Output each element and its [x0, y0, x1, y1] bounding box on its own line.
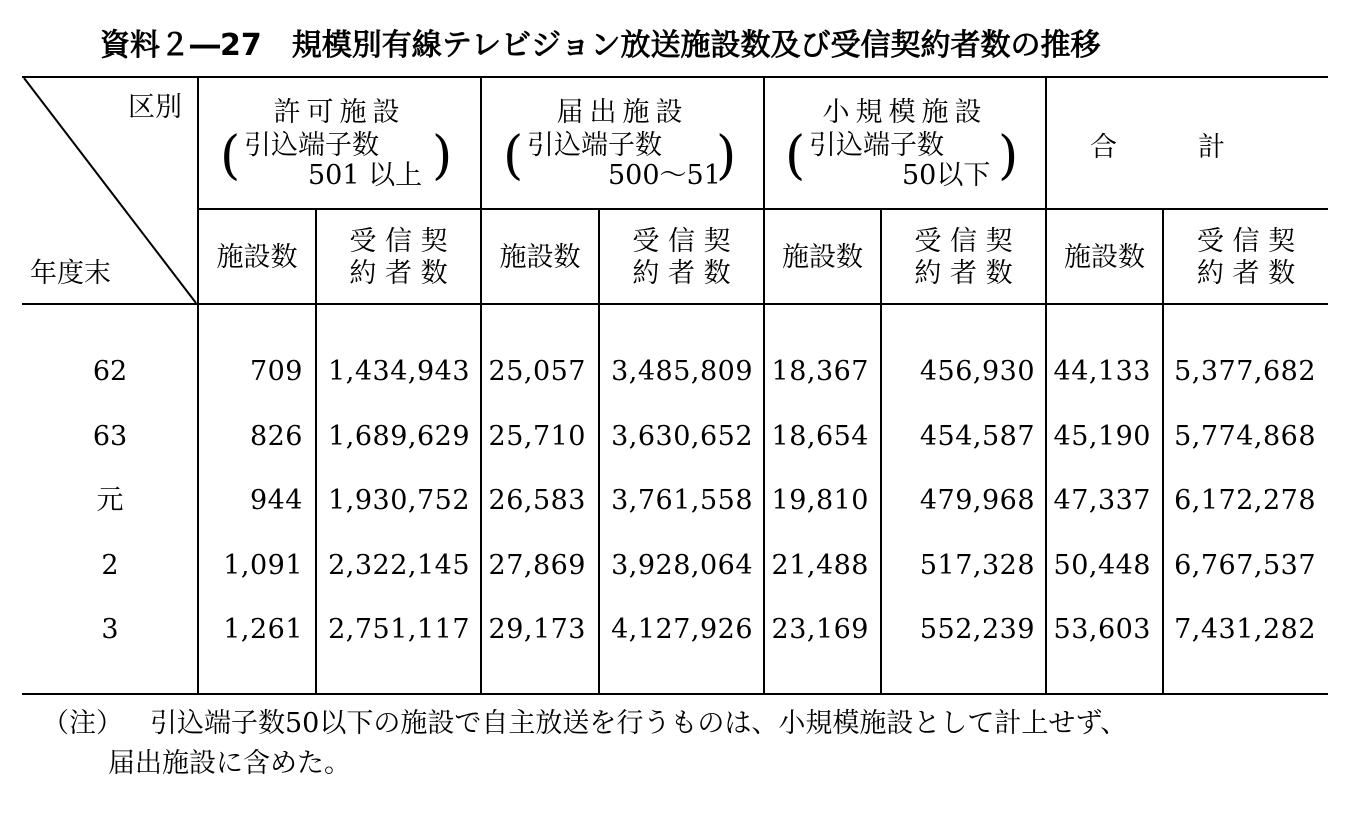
col-header-facilities-4: 施設数: [1064, 242, 1145, 273]
cell-small-facilities: 18,367: [771, 356, 869, 387]
col-header-facilities-1: 施設数: [216, 242, 298, 273]
cell-notified-subscribers: 3,485,809: [611, 356, 753, 387]
table-top-rule: [22, 76, 1328, 78]
cell-notified-facilities: 25,057: [488, 356, 586, 387]
cell-notified-subscribers: 3,630,652: [611, 421, 753, 452]
cell-total-subscribers: 6,767,537: [1174, 550, 1316, 581]
cell-licensed-subscribers: 2,751,117: [328, 614, 470, 645]
cell-licensed-facilities: 709: [249, 356, 303, 387]
cell-total-facilities: 45,190: [1053, 421, 1151, 452]
col-header-subscribers-2a: 受 信 契: [632, 226, 731, 257]
category-label: 区別: [128, 92, 182, 123]
paren-open-2: (: [503, 126, 524, 186]
cell-small-subscribers: 456,930: [919, 356, 1035, 387]
paren-open-3: (: [785, 126, 806, 186]
row-year: 3: [101, 614, 119, 645]
cell-total-facilities: 44,133: [1053, 356, 1151, 387]
cell-small-facilities: 21,488: [771, 550, 869, 581]
col-header-subscribers-4b: 約 者 数: [1196, 258, 1296, 289]
group-sub-licensed: 引込端子数: [244, 130, 379, 161]
col-header-facilities-2: 施設数: [499, 242, 581, 273]
row-year: 63: [92, 421, 128, 452]
cell-licensed-facilities: 1,091: [223, 550, 303, 581]
cell-notified-subscribers: 3,928,064: [611, 550, 753, 581]
group-header-total: 合 計: [1090, 132, 1225, 163]
col-header-subscribers-4a: 受 信 契: [1196, 226, 1296, 257]
cell-licensed-subscribers: 1,434,943: [328, 356, 470, 387]
paren-close-2: ): [716, 126, 737, 186]
cell-notified-facilities: 26,583: [488, 485, 586, 516]
col-header-subscribers-2b: 約 者 数: [632, 258, 731, 289]
group-header-notified: 届出施設: [556, 97, 689, 128]
table-bottom-rule: [22, 693, 1328, 695]
cell-licensed-facilities: 826: [249, 421, 303, 452]
cell-small-subscribers: 454,587: [919, 421, 1035, 452]
cell-licensed-subscribers: 1,930,752: [328, 485, 470, 516]
cell-licensed-facilities: 1,261: [223, 614, 303, 645]
header-bottom-rule: [22, 303, 1328, 305]
cell-small-subscribers: 479,968: [919, 485, 1035, 516]
cell-licensed-subscribers: 1,689,629: [328, 421, 470, 452]
col-header-subscribers-1a: 受 信 契: [349, 226, 448, 257]
cell-total-subscribers: 6,172,278: [1174, 485, 1316, 516]
group-sub-small: 引込端子数: [809, 130, 944, 161]
footnote-label: （注）: [42, 708, 123, 739]
group-header-licensed: 許可施設: [273, 97, 406, 128]
cell-small-subscribers: 517,328: [919, 550, 1035, 581]
cell-licensed-subscribers: 2,322,145: [328, 550, 470, 581]
group-range-licensed: 501 以上: [308, 160, 423, 191]
cell-licensed-facilities: 944: [249, 485, 303, 516]
paren-open-1: (: [220, 126, 241, 186]
cell-total-facilities: 47,337: [1053, 485, 1151, 516]
cell-total-facilities: 50,448: [1053, 550, 1151, 581]
cell-notified-subscribers: 3,761,558: [611, 485, 753, 516]
cell-small-facilities: 18,654: [771, 421, 869, 452]
col-header-subscribers-1b: 約 者 数: [349, 258, 448, 289]
cell-notified-facilities: 25,710: [488, 421, 586, 452]
page-title: 資料２―27 規模別有線テレビジョン放送施設数及び受信契約者数の推移: [100, 28, 1101, 63]
paren-close-1: ): [432, 126, 453, 186]
paren-close-3: ): [998, 126, 1019, 186]
cell-total-facilities: 53,603: [1053, 614, 1151, 645]
cell-notified-facilities: 27,869: [488, 550, 586, 581]
group-range-small: 50以下: [902, 160, 991, 191]
col-header-subscribers-3a: 受 信 契: [914, 226, 1013, 257]
footnote-line-1: 引込端子数50以下の施設で自主放送を行うものは、小規模施設として計上せず、: [150, 708, 1128, 739]
cell-small-facilities: 19,810: [771, 485, 869, 516]
col-header-facilities-3: 施設数: [782, 242, 863, 273]
year-label: 年度末: [30, 258, 111, 289]
cell-small-facilities: 23,169: [771, 614, 869, 645]
cell-notified-facilities: 29,173: [488, 614, 586, 645]
cell-total-subscribers: 5,377,682: [1174, 356, 1316, 387]
row-year: 元: [96, 485, 124, 516]
group-header-small: 小規模施設: [822, 97, 988, 128]
cell-notified-subscribers: 4,127,926: [611, 614, 753, 645]
cell-total-subscribers: 7,431,282: [1174, 614, 1316, 645]
cell-total-subscribers: 5,774,868: [1174, 421, 1316, 452]
cell-small-subscribers: 552,239: [919, 614, 1035, 645]
row-year: 62: [92, 356, 128, 387]
col-header-subscribers-3b: 約 者 数: [914, 258, 1013, 289]
row-year: 2: [101, 550, 119, 581]
group-sub-notified: 引込端子数: [527, 130, 662, 161]
group-range-notified: 500～51: [608, 160, 721, 191]
footnote-line-2: 届出施設に含めた。: [108, 748, 351, 779]
